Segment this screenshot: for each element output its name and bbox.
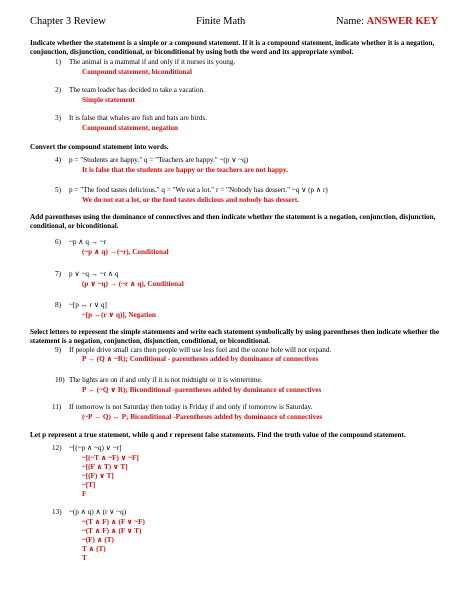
question-text: The team leader has decided to take a vacation. [69,86,205,94]
section4-instructions: Select letters to represent the simple statements and write each statement symbolically by using parentheses then indicate whether the statement is a negation, conjunction, disjunction, conditional, or biconditional. [30,328,440,346]
section2-instructions: Convert the compound statement into words. [30,143,169,151]
item-number: 8) [55,301,61,309]
item-number: 2) [55,86,61,94]
answer-text: It is false that the students are happy or the teachers are not happy. [82,166,289,174]
section5-instructions: Let p represent a true statement, while q and r represent false statements. Find the truth value of the compound statement. [30,431,406,439]
section1-instructions: Indicate whether the statement is a simple or a compound statement. If it is a compound statement, indicate whether it is a negation, conjunction, disjunction, conditional, or biconditional by using both the word and its appropriate symbol. [30,39,435,57]
answer-text: We do not eat a lot, or the food tastes delicious and nobody has dessert. [82,196,300,204]
name-label: Name: [336,16,367,27]
name-value: ANSWER KEY [366,16,439,27]
question-text: ~[p ↔ r ∨ q] [69,301,107,309]
answer-text: P ↔ (~Q ∨ R); Biconditional -parentheses added by dominance of connectives [82,386,322,394]
item-number: 11) [52,403,62,411]
answer-text: (~P → Q) ↔ P; Biconditional -Parentheses added by dominance of connectives [82,413,323,421]
item-number: 10) [55,376,65,384]
question-text: ~(p ∧ q) ∧ (r ∨ ~q) [69,508,127,516]
question-text: It is false that whales are fish and bats are birds. [69,114,207,122]
course-title: Finite Math [196,16,246,27]
answer-text: P → (Q ∧ ~R); Conditional - parentheses added by dominance of connectives [82,355,319,363]
answer-text: (~p ∧ q) →(~r), Conditional [82,248,169,256]
answer-text: Compound statement, negation [82,124,179,132]
question-text: p ∨ ~q → ~r ∧ q [69,270,119,278]
work-step: ~(F) ∧ (T) [82,536,114,544]
work-step: ~(T ∧ F) ∧ (F ∨ ~F) [82,518,145,526]
answer-text: ~[p ↔(r ∨ q)], Negation [82,311,156,319]
item-number: 12) [52,444,62,452]
work-step: ~[(~T ∧ ~F) ∨ ~F] [82,454,139,462]
question-text: ~p ∧ q → ~r [69,238,106,246]
work-step: ~[(F) ∨ T] [82,472,114,480]
answer-text: Compound statement, biconditional [82,68,193,76]
chapter-title: Chapter 3 Review [30,16,106,27]
item-number: 9) [55,346,61,354]
question-text: If tomorrow is not Saturday then today is Friday if and only if tomorrow is Saturday. [69,403,313,411]
work-step: F [82,490,87,498]
question-text: If people drive small cars then people will use less fuel and the ozone hole will not expand. [69,346,332,354]
answer-text: Simple statement [82,96,135,104]
item-number: 4) [55,156,61,164]
item-number: 5) [55,186,61,194]
work-step: T ∧ (T) [82,545,106,553]
section3-instructions: Add parentheses using the dominance of connectives and then indicate whether the statement is a negation, conjunction, disjunction, conditional, or biconditional. [30,213,436,231]
answer-text: (p ∨ ~q) → (~r ∧ q), Conditional [82,280,184,288]
question-text: p = "Students are happy." q = "Teachers are happy." ~(p ∨ ~q) [69,156,249,164]
question-text: The lights are on if and only if it is not midnight or it is wintertime. [69,376,263,384]
question-text: ~[(~p ∧ ~q) ∨ ~r] [69,444,122,452]
name-field [336,16,438,27]
item-number: 7) [55,270,61,278]
question-text: p = "The food tastes delicious." q = "We eat a lot." r = "Nobody has dessert." ~q ∨ (p ∧ r) [69,186,328,194]
work-step: ~[(F ∧ T) ∨ T] [82,463,128,471]
work-step: ~[T] [82,481,96,489]
work-step: ~(T ∧ F) ∧ (F ∨ T) [82,527,142,535]
work-step: T [82,554,87,562]
item-number: 1) [55,58,61,66]
item-number: 13) [52,508,62,516]
question-text: The animal is a mammal if and only if it nurses its young. [69,58,236,66]
item-number: 6) [55,238,61,246]
item-number: 3) [55,114,61,122]
